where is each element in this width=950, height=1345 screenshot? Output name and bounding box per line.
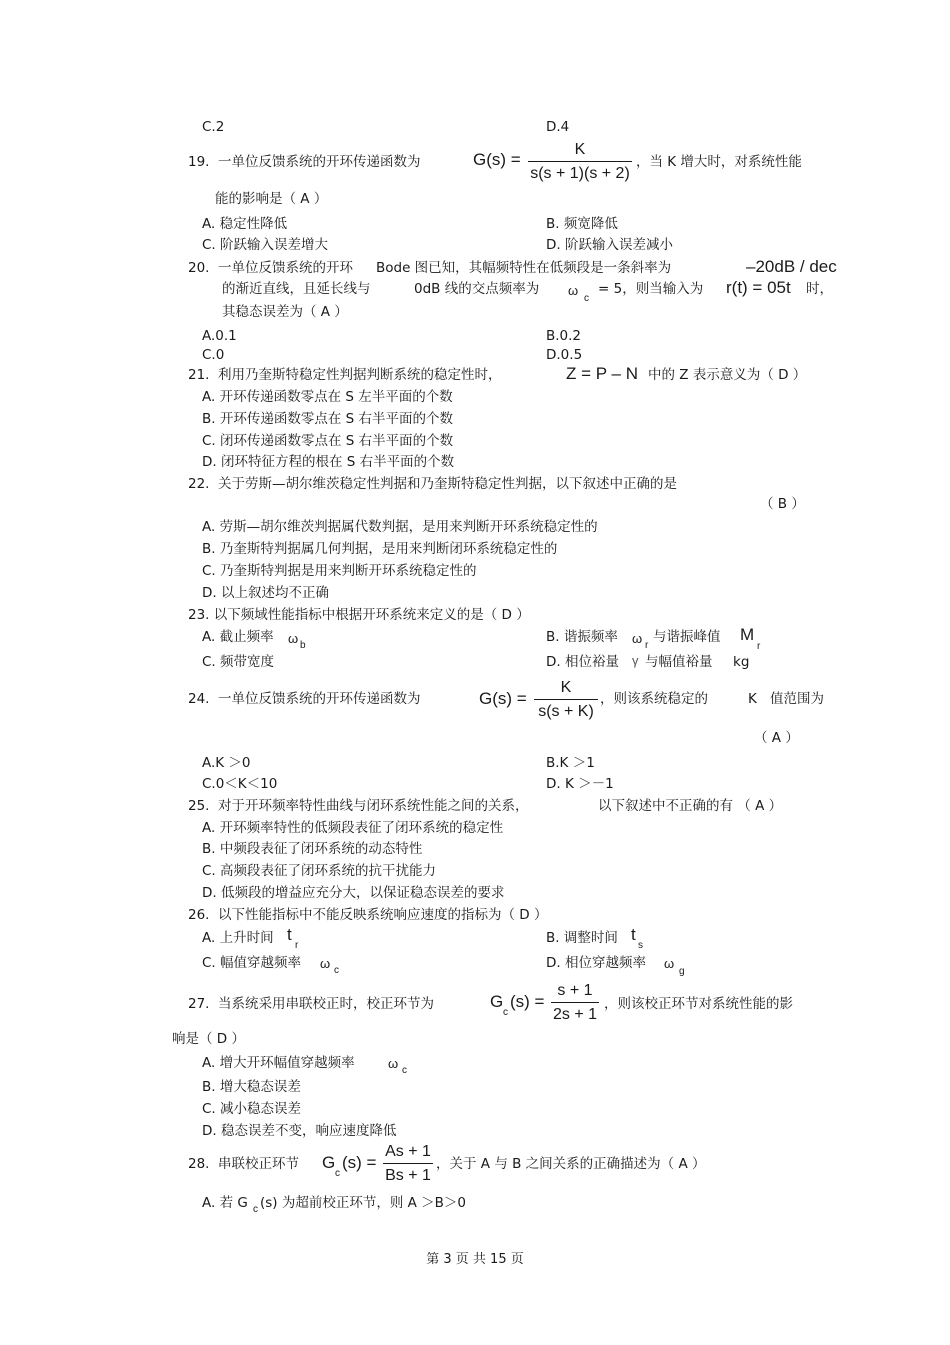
q20-wc-val: = 5，则当输入为 (598, 281, 704, 297)
q22-option-b: B. 乃奎斯特判据属几何判据，是用来判断闭环系统稳定性的 (202, 541, 558, 557)
q26-option-c: C. 幅值穿越频率 (202, 955, 302, 971)
q19-cont: 能的影响是（ A ） (215, 191, 328, 207)
q26-d-sub: g (679, 966, 685, 977)
q21-option-d: D. 闭环特征方程的根在 S 右半平面的个数 (202, 454, 455, 470)
omega-icon: ω (288, 631, 299, 646)
q26-option-a: A. 上升时间 (202, 930, 274, 946)
q26-option-b: B. 调整时间 (546, 930, 618, 946)
q21-formula: Z = P – N (566, 364, 638, 383)
q19-fraction (528, 140, 632, 184)
q24-lhs: G(s) = (479, 689, 527, 708)
omega-icon: ω (388, 1056, 399, 1071)
q24-after: ，则该系统稳定的 (600, 691, 708, 707)
q23-a-sub: b (300, 640, 306, 651)
q27-frac-num: s + 1 (557, 982, 593, 999)
q23-stem: 23. 以下频域性能指标中根据开环系统来定义的是（ D ） (188, 607, 530, 623)
q27-lhs: G (490, 992, 504, 1011)
q20-option-a: A.0.1 (202, 328, 237, 344)
q23-option-c: C. 频带宽度 (202, 654, 275, 670)
q28-fraction (383, 1142, 433, 1186)
q23-b-sub: r (645, 640, 649, 651)
q20-line2b: 0dB 线的交点频率为 (414, 281, 540, 297)
q20-stem: 一单位反馈系统的开环 (218, 260, 353, 276)
q27-lhs-sub: c (503, 1007, 508, 1018)
q20-option-d: D.0.5 (546, 347, 583, 363)
q27-lhs-rest: (s) = (510, 992, 545, 1011)
q24-answer: （ A ） (754, 730, 799, 746)
q20-time-suffix: 时， (806, 281, 833, 297)
q24-number: 24. (188, 691, 210, 707)
q20-slope: –20dB / dec (746, 257, 837, 276)
q27-stem: 当系统采用串联校正时，校正环节为 (218, 996, 434, 1012)
q23-option-a: A. 截止频率 (202, 629, 274, 645)
q22-option-c: C. 乃奎斯特判据是用来判断开环系统稳定性的 (202, 563, 477, 579)
q20-line2a: 的渐近直线，且延长线与 (222, 281, 371, 297)
q28-stem: 串联校正环节 (218, 1156, 299, 1172)
q27-cont: 响是（ D ） (172, 1031, 245, 1047)
q27-option-a: A. 增大开环幅值穿越频率 (202, 1055, 355, 1071)
q28-lhs: G (322, 1153, 336, 1172)
q19-option-c: C. 阶跃输入误差增大 (202, 237, 329, 253)
q23-d-kg: kg (733, 654, 750, 670)
q28-lhs-sub: c (335, 1168, 340, 1179)
q21-number: 21. (188, 367, 210, 383)
omega-icon: ω (568, 283, 579, 298)
q26-b-sub: s (638, 940, 643, 951)
q20-option-b: B.0.2 (546, 328, 582, 344)
q28-lhs-rest: (s) = (342, 1153, 377, 1172)
q21-option-c: C. 闭环传递函数零点在 S 右半平面的个数 (202, 433, 454, 449)
q24-option-d: D. K ＞－1 (546, 776, 614, 792)
q24-frac-num: K (560, 679, 572, 696)
q21-after: 中的 Z 表示意义为（ D ） (648, 367, 807, 383)
q20-option-c: C.0 (202, 347, 225, 363)
q24-frac-den: s(s + K) (538, 703, 594, 720)
q21-option-a: A. 开环传递函数零点在 S 左半平面的个数 (202, 389, 453, 405)
q28-after: ，关于 A 与 B 之间关系的正确描述为（ A ） (436, 1156, 706, 1172)
option-c-prev: C.2 (202, 119, 225, 135)
q22-option-a: A. 劳斯—胡尔维茨判据属代数判据，是用来判断开环系统稳定性的 (202, 519, 598, 535)
q20-number: 20. (188, 260, 210, 276)
option-d-prev: D.4 (546, 119, 570, 135)
q22-number: 22. (188, 476, 210, 492)
q26-a-sub: r (295, 940, 299, 951)
q21-stem: 利用乃奎斯特稳定性判据判断系统的稳定性时， (218, 367, 502, 383)
q25-after: 以下叙述中不正确的有 （ A ） (598, 798, 783, 814)
q28-frac-num: As + 1 (385, 1143, 431, 1160)
q27-after: ，则该校正环节对系统性能的影 (604, 996, 793, 1012)
q19-option-a: A. 稳定性降低 (202, 216, 288, 232)
q20-line3: 其稳态误差为（ A ） (222, 304, 348, 320)
q25-number: 25. (188, 798, 210, 814)
q25-option-b: B. 中频段表征了闭环系统的动态特性 (202, 841, 423, 857)
fraction-bar (534, 699, 598, 700)
q27-number: 27. (188, 996, 210, 1012)
q27-option-d: D. 稳态误差不变，响应速度降低 (202, 1123, 397, 1139)
q19-lhs: G(s) = (473, 150, 521, 169)
q27-fraction (551, 981, 599, 1025)
q19-frac-den: s(s + 1)(s + 2) (530, 165, 630, 182)
q19-frac-num: K (574, 141, 586, 158)
q26-a-sym: t (287, 925, 292, 944)
omega-icon: ω (632, 631, 643, 646)
q28-a-sub: c (253, 1204, 258, 1215)
q20-rt: r(t) = 05t (726, 278, 791, 297)
q24-option-c: C.0＜K＜10 (202, 776, 278, 792)
q22-stem: 关于劳斯—胡尔维茨稳定性判据和乃奎斯特稳定性判据，以下叙述中正确的是 (218, 476, 677, 492)
page-footer: 第 3 页 共 15 页 (426, 1252, 524, 1267)
q21-option-b: B. 开环传递函数零点在 S 右半平面的个数 (202, 411, 453, 427)
q26-option-d: D. 相位穿越频率 (546, 955, 646, 971)
q25-option-c: C. 高频段表征了闭环系统的抗干扰能力 (202, 863, 437, 879)
q28-frac-den: Bs + 1 (385, 1167, 431, 1184)
q26-c-sub: c (334, 965, 339, 976)
q27-option-c: C. 减小稳态误差 (202, 1101, 302, 1117)
q26-stem: 以下性能指标中不能反映系统响应速度的指标为（ D ） (218, 907, 548, 923)
q24-stem: 一单位反馈系统的开环传递函数为 (218, 691, 421, 707)
q19-option-b: B. 频宽降低 (546, 216, 618, 232)
q27-a-sub: c (402, 1065, 407, 1076)
q22-option-d: D. 以上叙述均不正确 (202, 585, 329, 601)
q24-fraction (534, 678, 598, 722)
q28-a-rest: (s) 为超前校正环节，则 A ＞B＞0 (260, 1195, 467, 1211)
omega-icon: ω (320, 956, 331, 971)
q25-option-d: D. 低频段的增益应充分大，以保证稳态误差的要求 (202, 885, 505, 901)
q24-after2: 值范围为 (770, 691, 824, 707)
q23-b-sub2: r (757, 641, 761, 652)
q23-d-mid: 与幅值裕量 (645, 654, 713, 670)
q25-option-a: A. 开环频率特性的低频段表征了闭环系统的稳定性 (202, 820, 504, 836)
q28-option-a: A. 若 G (202, 1195, 248, 1211)
q24-option-a: A.K ＞0 (202, 755, 251, 771)
fraction-bar (528, 161, 632, 162)
q19-stem: 一单位反馈系统的开环传递函数为 (218, 154, 421, 170)
q23-b-sym2: M (740, 625, 755, 644)
q26-number: 26. (188, 907, 210, 923)
fraction-bar (383, 1163, 433, 1164)
q23-option-b: B. 谐振频率 (546, 629, 618, 645)
q19-after: ，当 K 增大时，对系统性能 (636, 154, 802, 170)
q20-wc-sub: c (584, 293, 589, 304)
q23-option-d: D. 相位裕量 (546, 654, 619, 670)
q28-number: 28. (188, 1156, 210, 1172)
fraction-bar (551, 1002, 599, 1003)
q20-bode: Bode 图已知，其幅频特性在低频段是一条斜率为 (376, 260, 672, 276)
q24-option-b: B.K ＞1 (546, 755, 595, 771)
omega-icon: ω (664, 956, 675, 971)
q26-b-sym: t (631, 925, 636, 944)
q27-option-b: B. 增大稳态误差 (202, 1079, 301, 1095)
q19-number: 19. (188, 154, 210, 170)
q27-frac-den: 2s + 1 (552, 1006, 598, 1023)
q24-k: K (748, 691, 757, 707)
q25-stem: 对于开环频率特性曲线与闭环系统性能之间的关系， (218, 798, 529, 814)
q23-b-mid: 与谐振峰值 (653, 629, 721, 645)
q22-answer: （ B ） (760, 496, 805, 512)
q19-option-d: D. 阶跃输入误差减小 (546, 237, 673, 253)
gamma-icon: γ (632, 653, 639, 668)
